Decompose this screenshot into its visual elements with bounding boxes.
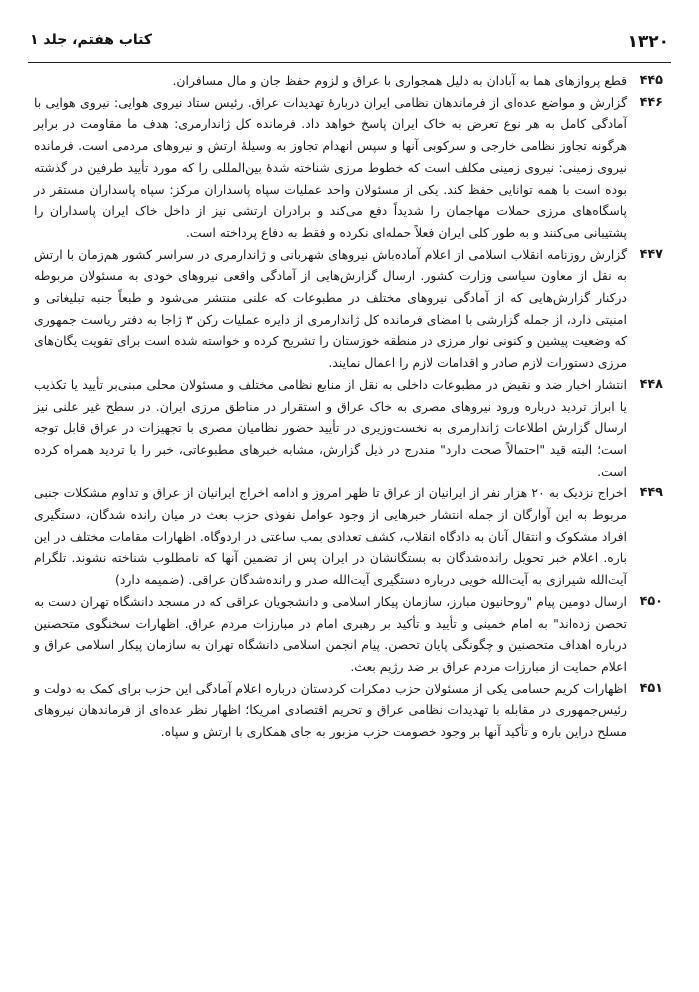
entry-text: انتشار اخبار ضد و نقیض در مطبوعات داخلی به نقل از منابع نظامی مختلف و مسئولان محلی مبنی‌بر تأیید یا تکذیب یا ابراز تردید درباره ورود نیروهای مصری به خاک عراق و استقرار در مناطق مرزی ایران. در سطح غیر علنی نیز ارسال گزارش اطلاعات ژاندارمری به نخست‌وزیری در تأیید حضور نظامیان مصری با تجهیزات در عراق قابل توجه است؛ البته قید "احتمالاً صحت دارد" مندرج در ذیل گزارش، مشابه خبرهای مطبوعاتی، خبر را با تردید همراه کرده است.	[34, 376, 627, 479]
entry-number: ۴۵۰	[639, 593, 663, 609]
entry-449	[34, 482, 663, 591]
entry-451	[34, 678, 663, 743]
entry-text: اخراج نزدیک به ۲۰ هزار نفر از ایرانیان از عراق تا ظهر امروز و ادامه اخراج ایرانیان از عراق و تداوم مشکلات جنبی مربوط به این آوارگان از جمله انتشار خبرهایی از وجود عوامل نفوذی حزب بعث در میان رانده شدگان، دستگیری افراد مشکوک و انتقال آنان به دادگاه انقلاب، کشف تعدادی بمب ساعتی در اردوگاه. اظهارات مقامات مختلف در این باره. اعلام خبر تحویل رانده‌شدگان به بستگانشان در ایران پس از تضمین آنها که نامطلوب شناخته نشوند. تلگرام آیت‌الله شیرازی به آیت‌الله خویی درباره دستگیری آیت‌الله صدر و رانده‌شدگان عراقی. (ضمیمه دارد)	[34, 485, 627, 588]
entry-number: ۴۴۶	[639, 94, 663, 110]
entry-text: اظهارات کریم حسامی یکی از مسئولان حزب دمکرات کردستان درباره اعلام آمادگی این حزب برای کمک به دولت و رئیس‌جمهوری در مقابله با تهدیدات نظامی عراق و تحریم اقتصادی امریکا؛ اظهار نظر عده‌ای از فرماندهان نیروهای مسلح دراین باره و تأکید آنها بر وجود خصومت حزب مزبور به جای همکاری با ارتش و سپاه.	[34, 680, 627, 740]
entry-text: ارسال دومین پیام "روحانیون مبارز، سازمان پیکار اسلامی و دانشجویان عراقی که در مسجد دانشگاه تهران دست به تحصن زده‌اند" به امام خمینی و تأیید و تأکید بر رهبری امام در مبارزات مردم عراق. اظهارات سخنگوی متحصنین درباره اهداف متحصنین و چگونگی پایان تحصن. پیام انجمن اسلامی دانشگاه تهران به سازمان پیکار اسلامی عراق و اعلام حمایت از مبارزات مردم عراق بر ضد رژیم بعث.	[34, 593, 627, 674]
entry-text: قطع پروازهای هما به آبادان به دلیل همجواری با عراق و لزوم حفظ جان و مال مسافران.	[172, 73, 627, 88]
header-divider	[28, 62, 671, 63]
entry-448	[34, 374, 663, 483]
entry-447	[34, 244, 663, 374]
running-title: کتاب هفتم، جلد ۱	[30, 32, 153, 48]
entry-446	[34, 92, 663, 244]
entry-450	[34, 591, 663, 678]
page-number: ۱۳۲۰	[627, 32, 669, 52]
entry-number: ۴۴۸	[639, 376, 663, 392]
entry-number: ۴۴۷	[639, 246, 663, 262]
entry-number: ۴۴۵	[639, 73, 663, 88]
entry-number: ۴۴۹	[639, 485, 663, 501]
entry-number: ۴۵۱	[639, 680, 663, 696]
entry-text: گزارش روزنامه انقلاب اسلامی از اعلام آماده‌باش نیروهای شهربانی و ژاندارمری در سراسر کشور هم‌زمان با ارتش به نقل از معاون سیاسی وزارت کشور. ارسال گزارش‌هایی از آمادگی واقعی نیروهای خودی به مسئولان مربوطه درکنار گزارش‌هایی که از آمادگی نیروهای مختلف در مطبوعات که علنی منتشر می‌شود و طبعاً جنبه تبلیغاتی و امنیتی دارد، از جمله گزارشی با امضای فرمانده کل ژاندارمری از دایره عملیات رکن ۳ ژاجا به دفتر ریاست جمهوری که وضعیت پیشین و کنونی نوار مرزی در منطقه خوزستان را تشریح کرده و خواسته شده است برای تقویت یگان‌های مرزی دستورات لازم صادر و اقدامات لازم را اعمال نمایند.	[34, 246, 627, 371]
page-header	[28, 28, 671, 58]
entry-text: گزارش و مواضع عده‌ای از فرماندهان نظامی ایران دربارهٔ تهدیدات عراق. رئیس ستاد نیروی هوایی: نیروی هوایی با آمادگی کامل به هر نوع تعرض به خاک ایران پاسخ خواهد داد. فرمانده کل ژاندارمری: هدف ما مقاومت در برابر هرگونه تجاوز نظامی خارجی و سرکوبی آنها و سپس انهدام تجاوز به وسیلهٔ ارتش و نیروهای مردمی است. فرمانده نیروی زمینی: نیروی زمینی مکلف است که خطوط مرزی شناخته شدهٔ بین‌المللی را که مورد تأیید طرفین در گذشته بوده است با همه توانایی حفظ کند. یکی از مسئولان واحد عملیات سپاه پاسداران مرکز: سپاه پاسداران مستقر در پاسگاه‌های مرزی حملات مهاجمان را شدیداً دفع می‌کند و برادران ارتشی نیز از داخل خاک ایران پاسداران را پشتیبانی می‌کنند و به طور کلی ایران فعلاً حمله‌ای نکرده و فقط به دفاع پرداخته است.	[34, 94, 627, 240]
entry-445	[34, 70, 663, 92]
chronology-entries	[34, 70, 663, 743]
